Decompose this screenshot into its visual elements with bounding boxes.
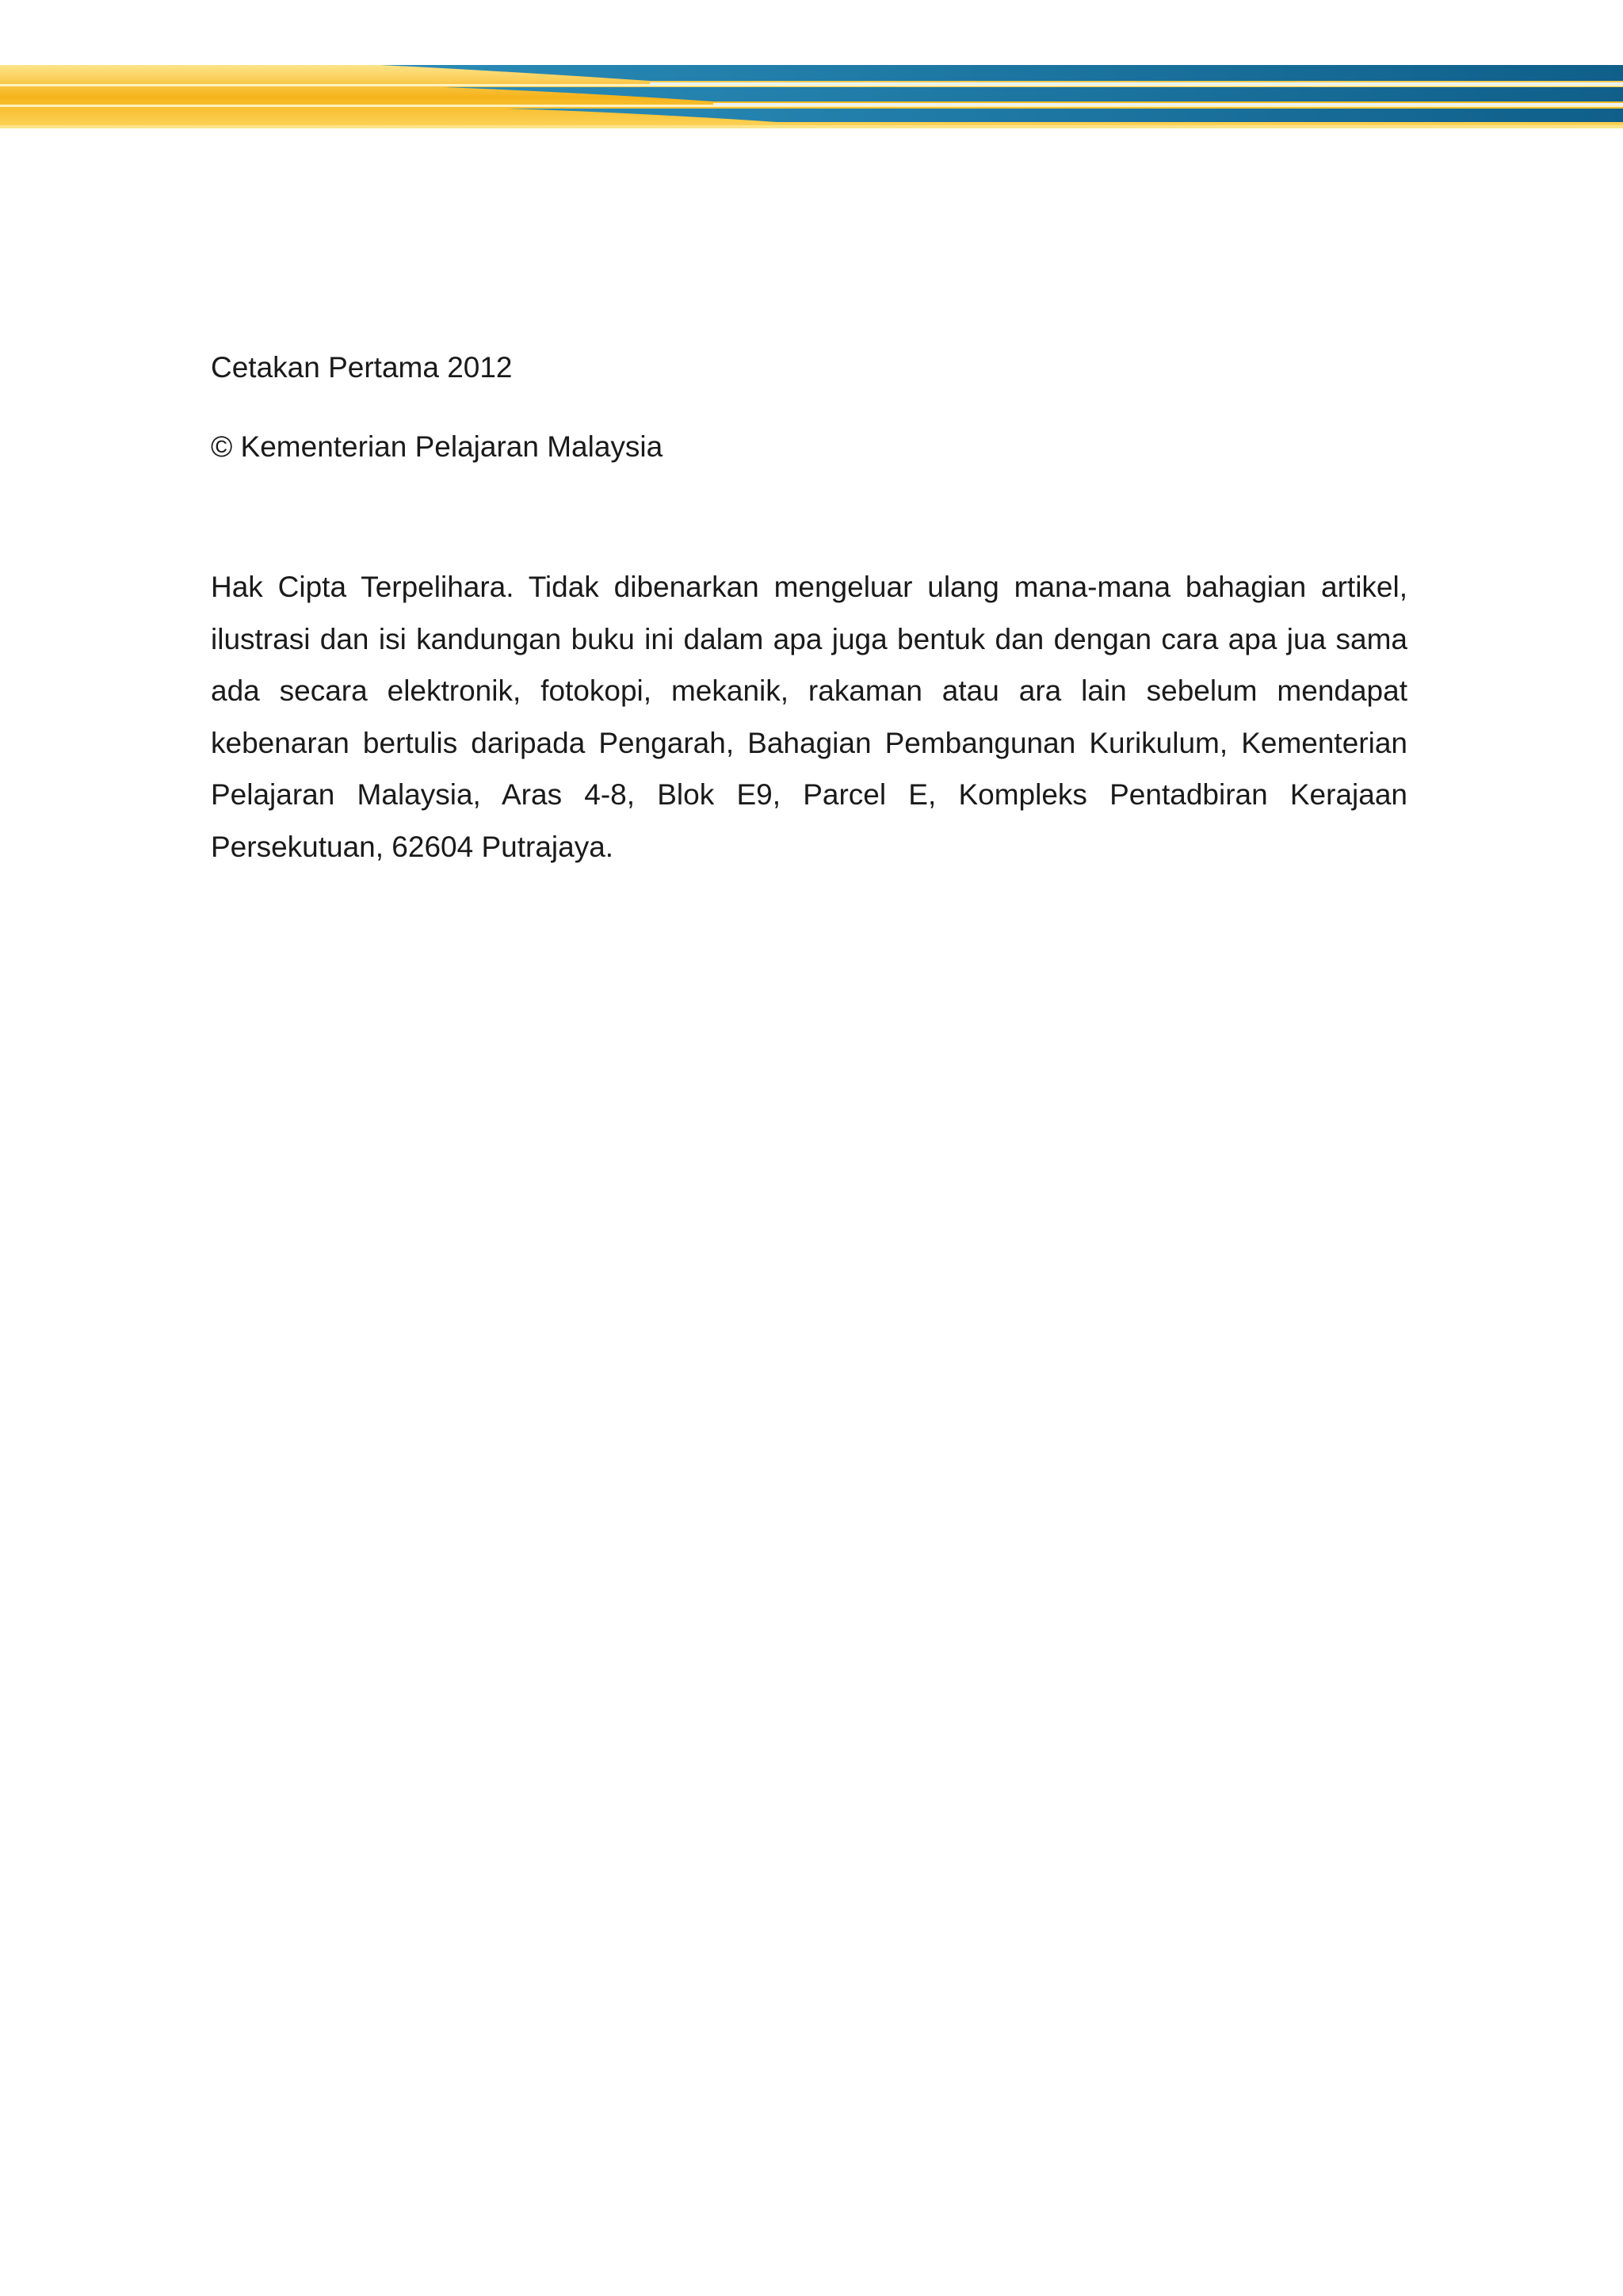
document-body bbox=[211, 347, 1407, 873]
rights-paragraph: Hak Cipta Terpelihara. Tidak dibenarkan mengeluar ulang mana-mana bahagian artikel, ilustrasi dan isi kandungan buku ini dalam apa juga bentuk dan dengan cara apa jua sama ada secara elektronik, fotokopi, mekanik, rakaman atau ara lain sebelum mendapat kebenaran bertulis daripada Pengarah, Bahagian Pembangunan Kurikulum, Kementerian Pelajaran Malaysia, Aras 4-8, Blok E9, Parcel E, Kompleks Pentadbiran Kerajaan Persekutuan, 62604 Putrajaya. bbox=[211, 571, 1407, 863]
printing-edition: Cetakan Pertama 2012 bbox=[211, 351, 513, 384]
stripe-banner-icon bbox=[0, 65, 1623, 128]
header-banner bbox=[0, 65, 1623, 128]
copyright-notice: © Kementerian Pelajaran Malaysia bbox=[211, 430, 663, 463]
